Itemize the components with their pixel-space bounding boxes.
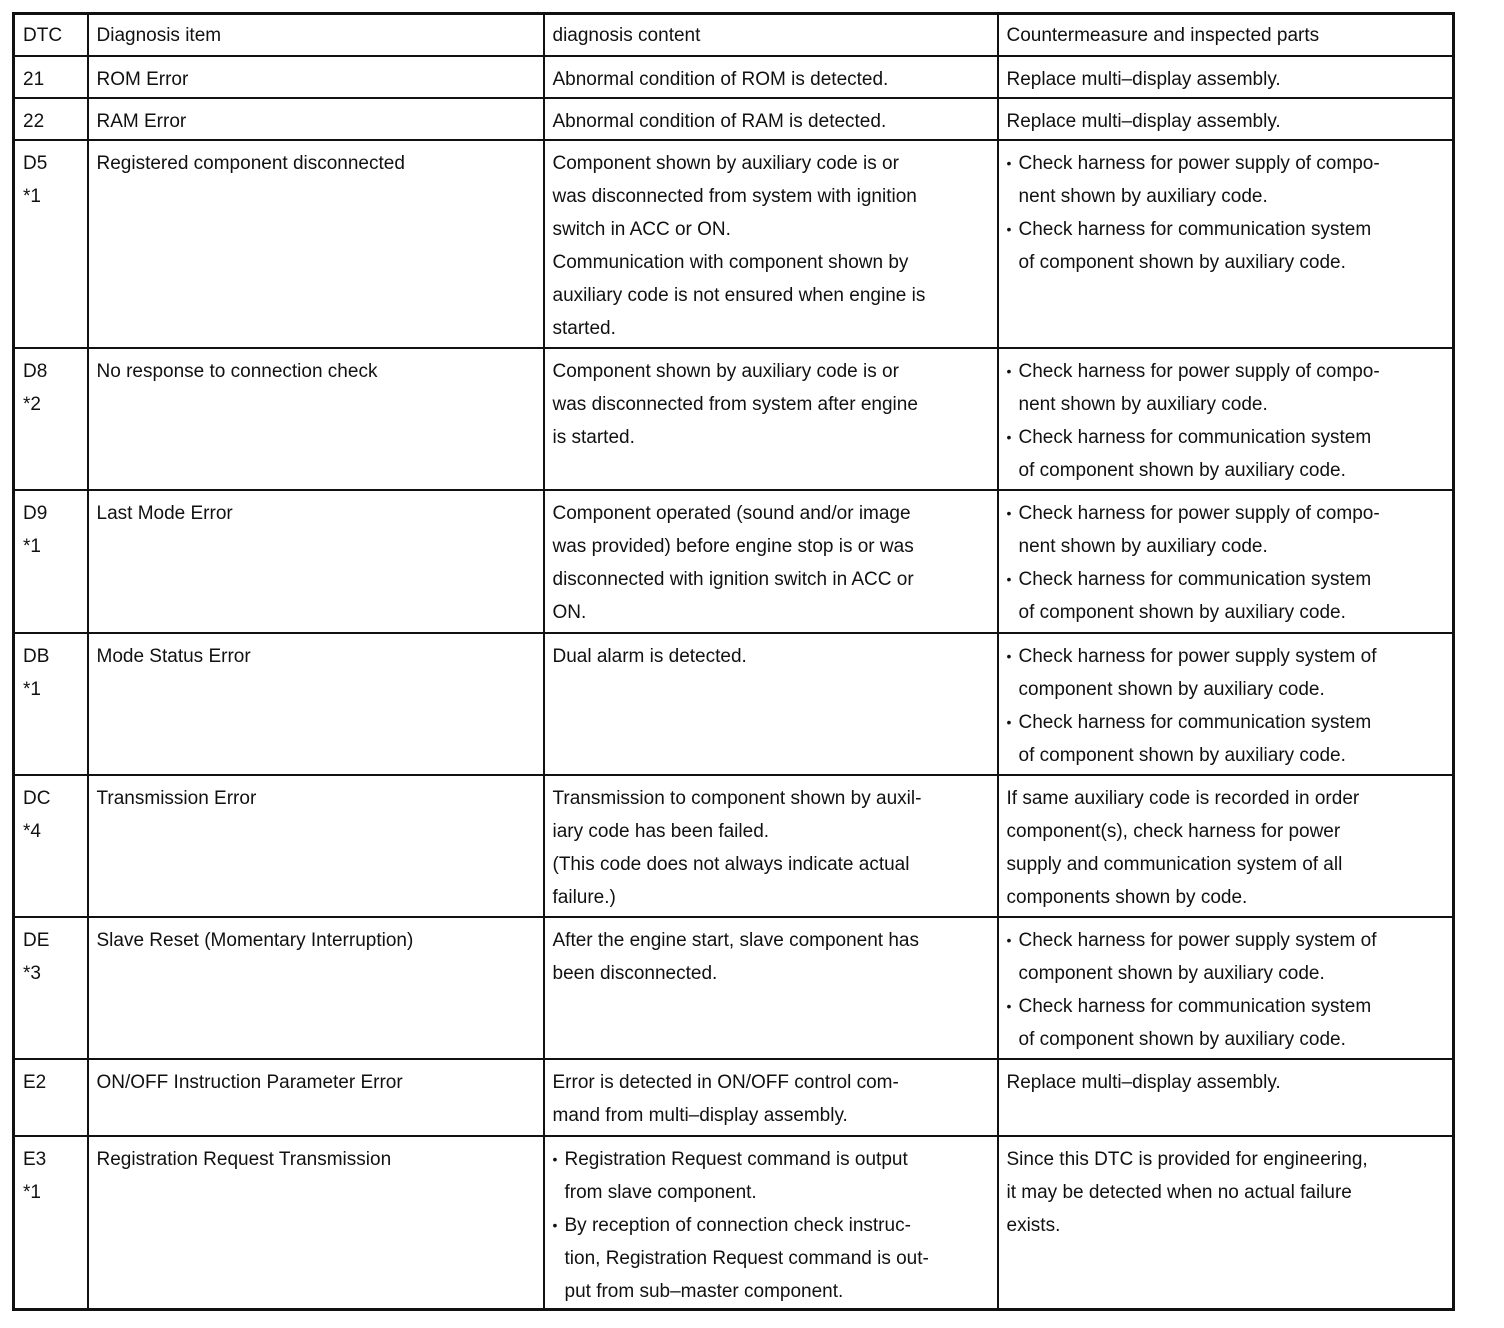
bullet-item <box>1007 213 1445 279</box>
text-line: of component shown by auxiliary code. <box>1018 459 1346 481</box>
text-line: nent shown by auxiliary code. <box>1018 185 1268 207</box>
text-line: After the engine start, slave component has <box>552 929 919 951</box>
dtc-code-line: DC <box>23 787 51 809</box>
table-row <box>14 1059 1454 1136</box>
diagnosis-content-cell <box>544 775 998 917</box>
bullet-item <box>1007 147 1445 213</box>
dtc-cell <box>14 56 88 98</box>
text-line: failure.) <box>552 886 616 908</box>
text-line: components shown by code. <box>1006 886 1248 908</box>
diagnosis-content-cell <box>544 1059 998 1136</box>
dtc-code-line: DE <box>23 929 50 951</box>
text-line: component shown by auxiliary code. <box>1018 678 1325 700</box>
paragraph <box>553 1066 989 1132</box>
diagnosis-item-cell: ROM Error <box>88 56 544 98</box>
countermeasure-cell <box>998 56 1454 98</box>
diagnosis-content-cell <box>544 490 998 633</box>
text-line: Replace multi–display assembly. <box>1006 1071 1281 1093</box>
text-line: (This code does not always indicate actual <box>552 853 910 875</box>
text-line: of component shown by auxiliary code. <box>1018 251 1346 273</box>
dtc-code-line: *1 <box>23 535 41 557</box>
table-row <box>14 775 1454 917</box>
text-line: it may be detected when no actual failure <box>1006 1181 1352 1203</box>
dtc-cell <box>14 633 88 775</box>
text-line: from slave component. <box>564 1181 757 1203</box>
text-line: disconnected with ignition switch in ACC or <box>552 568 914 590</box>
text-line: • Check harness for power supply of compo- <box>1018 360 1380 382</box>
text-line: • Check harness for power supply of compo- <box>1018 152 1380 174</box>
dtc-code-line: *1 <box>23 678 41 700</box>
text-line: supply and communication system of all <box>1006 853 1343 875</box>
text-line: auxiliary code is not ensured when engine is <box>552 284 926 306</box>
text-line: was provided) before engine stop is or was <box>552 535 914 557</box>
text-line: Dual alarm is detected. <box>552 645 747 667</box>
dtc-code-line: *1 <box>23 185 41 207</box>
bullet-item <box>1007 640 1445 706</box>
bullet-item <box>1007 421 1445 487</box>
paragraph <box>553 497 989 629</box>
dtc-code-line: D5 <box>23 152 48 174</box>
table-row <box>14 348 1454 490</box>
diagnosis-item-cell: No response to connection check <box>88 348 544 490</box>
dtc-table <box>12 12 1455 1311</box>
dtc-cell <box>14 1059 88 1136</box>
text-line: mand from multi–display assembly. <box>552 1104 848 1126</box>
table-row <box>14 490 1454 633</box>
paragraph <box>553 63 989 96</box>
text-line: started. <box>552 317 616 339</box>
paragraph <box>553 924 989 990</box>
text-line: • By reception of connection check instruc- <box>564 1214 911 1236</box>
diagnosis-item-cell: Transmission Error <box>88 775 544 917</box>
text-line: Communication with component shown by <box>552 251 909 273</box>
diagnosis-content-cell <box>544 348 998 490</box>
text-line: component(s), check harness for power <box>1006 820 1341 842</box>
countermeasure-cell <box>998 775 1454 917</box>
header-diagnosis-item: Diagnosis item <box>88 14 544 56</box>
text-line: • Check harness for power supply system of <box>1018 645 1377 667</box>
text-line: Abnormal condition of ROM is detected. <box>552 68 889 90</box>
text-line: • Registration Request command is output <box>564 1148 908 1170</box>
bullet-item <box>553 1209 989 1308</box>
text-line: • Check harness for communication system <box>1018 568 1372 590</box>
dtc-cell <box>14 1136 88 1310</box>
text-line: Abnormal condition of RAM is detected. <box>552 110 887 132</box>
dtc-cell <box>14 348 88 490</box>
diagnosis-item-cell: Last Mode Error <box>88 490 544 633</box>
table-row <box>14 56 1454 98</box>
bullet-item <box>1007 706 1445 772</box>
diagnosis-content-cell <box>544 917 998 1059</box>
table-row <box>14 917 1454 1059</box>
dtc-code-line: 22 <box>23 110 45 132</box>
text-line: exists. <box>1006 1214 1061 1236</box>
diagnosis-item-cell: ON/OFF Instruction Parameter Error <box>88 1059 544 1136</box>
text-line: of component shown by auxiliary code. <box>1018 744 1346 766</box>
paragraph <box>1007 782 1445 914</box>
diagnosis-content-cell <box>544 633 998 775</box>
bullet-item <box>1007 990 1445 1056</box>
paragraph <box>1007 63 1445 96</box>
dtc-cell <box>14 917 88 1059</box>
diagnosis-item-cell: Registered component disconnected <box>88 140 544 348</box>
paragraph <box>553 105 989 138</box>
text-line: Error is detected in ON/OFF control com- <box>552 1071 899 1093</box>
diagnosis-item-cell: Slave Reset (Momentary Interruption) <box>88 917 544 1059</box>
text-line: Transmission to component shown by auxil- <box>552 787 922 809</box>
bullet-item <box>553 1143 989 1209</box>
countermeasure-cell <box>998 1136 1454 1310</box>
text-line: switch in ACC or ON. <box>552 218 731 240</box>
countermeasure-cell <box>998 98 1454 140</box>
text-line: Replace multi–display assembly. <box>1006 68 1281 90</box>
countermeasure-cell <box>998 917 1454 1059</box>
diagnosis-item-cell: RAM Error <box>88 98 544 140</box>
text-line: • Check harness for communication system <box>1018 426 1372 448</box>
table-row <box>14 1136 1454 1310</box>
text-line: • Check harness for power supply of compo- <box>1018 502 1380 524</box>
dtc-code-line: E2 <box>23 1071 47 1093</box>
bullet-item <box>1007 924 1445 990</box>
text-line: is started. <box>552 426 635 448</box>
paragraph <box>1007 105 1445 138</box>
paragraph <box>553 147 989 345</box>
text-line: • Check harness for communication system <box>1018 995 1372 1017</box>
dtc-code-line: *4 <box>23 820 41 842</box>
diagnosis-content-cell <box>544 98 998 140</box>
text-line: nent shown by auxiliary code. <box>1018 535 1268 557</box>
dtc-cell <box>14 98 88 140</box>
header-countermeasure: Countermeasure and inspected parts <box>998 14 1454 56</box>
bullet-item <box>1007 563 1445 629</box>
countermeasure-cell <box>998 633 1454 775</box>
dtc-code-line: *3 <box>23 962 41 984</box>
dtc-code-line: E3 <box>23 1148 47 1170</box>
dtc-code-line: *1 <box>23 1181 41 1203</box>
countermeasure-cell <box>998 140 1454 348</box>
text-line: iary code has been failed. <box>552 820 770 842</box>
text-line: Since this DTC is provided for engineering, <box>1006 1148 1368 1170</box>
paragraph <box>1007 1066 1445 1099</box>
dtc-cell <box>14 140 88 348</box>
header-diagnosis-content: diagnosis content <box>544 14 998 56</box>
text-line: • Check harness for communication system <box>1018 218 1372 240</box>
diagnosis-content-cell <box>544 1136 998 1310</box>
bullet-item <box>1007 355 1445 421</box>
text-line: was disconnected from system after engine <box>552 393 918 415</box>
dtc-code-line: D9 <box>23 502 48 524</box>
dtc-code-line: 21 <box>23 68 45 90</box>
paragraph <box>553 355 989 454</box>
header-dtc: DTC <box>14 14 88 56</box>
text-line: nent shown by auxiliary code. <box>1018 393 1268 415</box>
paragraph <box>553 640 989 673</box>
dtc-cell <box>14 775 88 917</box>
dtc-cell <box>14 490 88 633</box>
dtc-code-line: D8 <box>23 360 48 382</box>
text-line: If same auxiliary code is recorded in order <box>1006 787 1360 809</box>
text-line: tion, Registration Request command is out- <box>564 1247 929 1269</box>
dtc-code-line: DB <box>23 645 50 667</box>
text-line: of component shown by auxiliary code. <box>1018 601 1346 623</box>
table-header-row <box>14 14 1454 56</box>
dtc-code-line: *2 <box>23 393 41 415</box>
text-line: been disconnected. <box>552 962 718 984</box>
text-line: Component shown by auxiliary code is or <box>552 152 899 174</box>
countermeasure-cell <box>998 490 1454 633</box>
countermeasure-cell <box>998 348 1454 490</box>
text-line: put from sub–master component. <box>564 1280 844 1302</box>
bullet-item <box>1007 497 1445 563</box>
text-line: of component shown by auxiliary code. <box>1018 1028 1346 1050</box>
text-line: Component operated (sound and/or image <box>552 502 911 524</box>
text-line: Replace multi–display assembly. <box>1006 110 1281 132</box>
text-line: component shown by auxiliary code. <box>1018 962 1325 984</box>
paragraph <box>1007 1143 1445 1242</box>
text-line: Component shown by auxiliary code is or <box>552 360 899 382</box>
text-line: • Check harness for communication system <box>1018 711 1372 733</box>
diagnosis-content-cell <box>544 56 998 98</box>
diagnosis-content-cell <box>544 140 998 348</box>
diagnosis-item-cell: Registration Request Transmission <box>88 1136 544 1310</box>
table-row <box>14 140 1454 348</box>
diagnosis-item-cell: Mode Status Error <box>88 633 544 775</box>
text-line: ON. <box>552 601 587 623</box>
paragraph <box>553 782 989 914</box>
text-line: was disconnected from system with ignition <box>552 185 917 207</box>
table-row <box>14 98 1454 140</box>
countermeasure-cell <box>998 1059 1454 1136</box>
text-line: • Check harness for power supply system of <box>1018 929 1377 951</box>
table-row <box>14 633 1454 775</box>
